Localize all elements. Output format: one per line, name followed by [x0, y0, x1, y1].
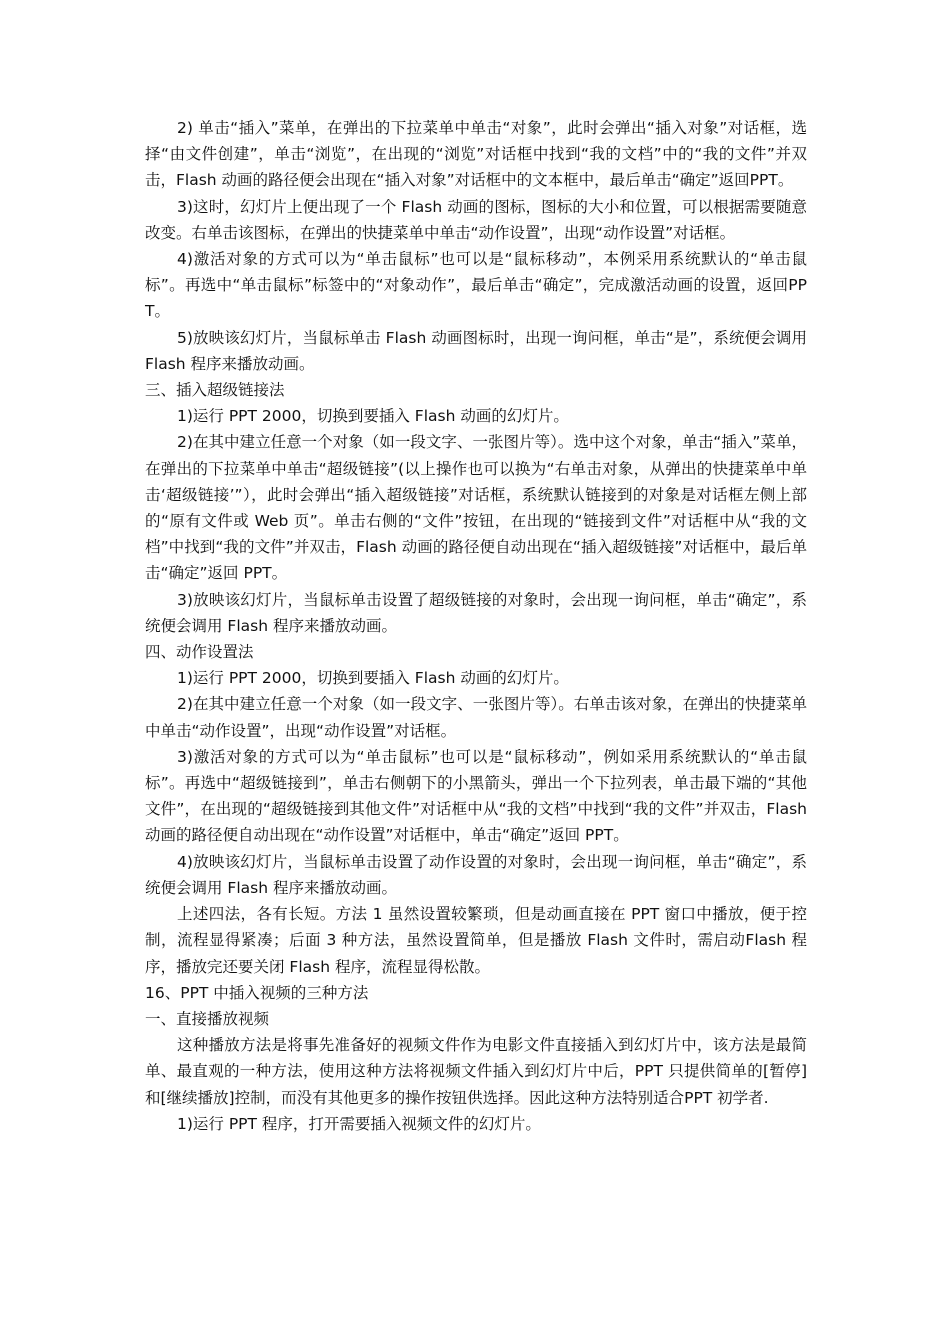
paragraph-step-3-flash-icon: 3)这时，幻灯片上便出现了一个 Flash 动画的图标，图标的大小和位置，可以根据需要随意改变。右单击该图标，在弹出的快捷菜单中单击“动作设置”，出现“动作设置”对话框。 [145, 197, 807, 242]
paragraph-direct-play-intro: 这种播放方法是将事先准备好的视频文件作为电影文件直接插入到幻灯片中，该方法是最简单、最直观的一种方法，使用这种方法将视频文件插入到幻灯片中后，PPT 只提供简单的[暂停]和[继续播放]控制，而没有其他更多的操作按钮供选择。因此这种方法特别适合PPT 初学者. [145, 1036, 807, 1107]
paragraph-step-4-activate: 4)激活对象的方式可以为“单击鼠标”也可以是“鼠标移动”，本例采用系统默认的“单击鼠标”。再选中“单击鼠标”标签中的“对象动作”，最后单击“确定”，完成激活动画的设置，返回PPT。 [145, 250, 807, 321]
paragraph-action-step-1: 1)运行 PPT 2000，切换到要插入 Flash 动画的幻灯片。 [177, 669, 569, 688]
paragraph-action-step-3: 3)激活对象的方式可以为“单击鼠标”也可以是“鼠标移动”，例如采用系统默认的“单击鼠标”。再选中“超级链接到”，单击右侧朝下的小黑箭头，弹出一个下拉列表，单击最下端的“其他文件”，在出现的“超级链接到其他文件”对话框中从“我的文档”中找到“我的文件”并双击，Flash 动画的路径便自动出现在“动作设置”对话框中，单击“确定”返回 PPT。 [145, 747, 807, 845]
paragraph-hyperlink-step-3: 3)放映该幻灯片，当鼠标单击设置了超级链接的对象时，会出现一询问框，单击“确定”，系统便会调用 Flash 程序来播放动画。 [145, 590, 807, 635]
paragraph-video-step-1: 1)运行 PPT 程序，打开需要插入视频文件的幻灯片。 [177, 1114, 541, 1133]
paragraph-hyperlink-step-1: 1)运行 PPT 2000，切换到要插入 Flash 动画的幻灯片。 [177, 407, 569, 426]
paragraph-action-step-4: 4)放映该幻灯片，当鼠标单击设置了动作设置的对象时，会出现一询问框，单击“确定”，系统便会调用 Flash 程序来播放动画。 [145, 852, 807, 897]
paragraph-summary: 上述四法，各有长短。方法 1 虽然设置较繁琐，但是动画直接在 PPT 窗口中播放，便于控制，流程显得紧凑；后面 3 种方法，虽然设置简单，但是播放 Flash 文件时，需启动Flash 程序，播放完还要关闭 Flash 程序，流程显得松散。 [145, 905, 807, 976]
paragraph-action-step-2: 2)在其中建立任意一个对象（如一段文字、一张图片等）。右单击该对象，在弹出的快捷菜单中单击“动作设置”，出现“动作设置”对话框。 [145, 695, 807, 740]
section-heading-hyperlink: 三、插入超级链接法 [145, 381, 285, 400]
section-heading-direct-play: 一、直接播放视频 [145, 1009, 270, 1028]
section-heading-video-methods: 16、PPT 中插入视频的三种方法 [145, 983, 369, 1002]
paragraph-hyperlink-step-2: 2)在其中建立任意一个对象（如一段文字、一张图片等）。选中这个对象，单击“插入”菜单，在弹出的下拉菜单中单击“超级链接”(以上操作也可以换为“右单击对象，从弹出的快捷菜单中单击‘超级链接’”），此时会弹出“插入超级链接”对话框，系统默认链接到的对象是对话框左侧上部的“原有文件或 Web 页”。单击右侧的“文件”按钮，在出现的“链接到文件”对话框中从“我的文档”中找到“我的文件”并双击，Flash 动画的路径便自动出现在“插入超级链接”对话框中，最后单击“确定”返回 PPT。 [145, 433, 807, 583]
paragraph-step-5-play: 5)放映该幻灯片，当鼠标单击 Flash 动画图标时，出现一询问框，单击“是”，系统便会调用 Flash 程序来播放动画。 [145, 328, 807, 373]
section-heading-action-settings: 四、动作设置法 [145, 643, 254, 662]
paragraph-step-2-insert-object: 2) 单击“插入”菜单，在弹出的下拉菜单中单击“对象”，此时会弹出“插入对象”对话框，选择“由文件创建”，单击“浏览”，在出现的“浏览”对话框中找到“我的文档”中的“我的文件”并双击，Flash 动画的路径便会出现在“插入对象”对话框中的文本框中，最后单击“确定”返回PPT。 [145, 119, 807, 190]
